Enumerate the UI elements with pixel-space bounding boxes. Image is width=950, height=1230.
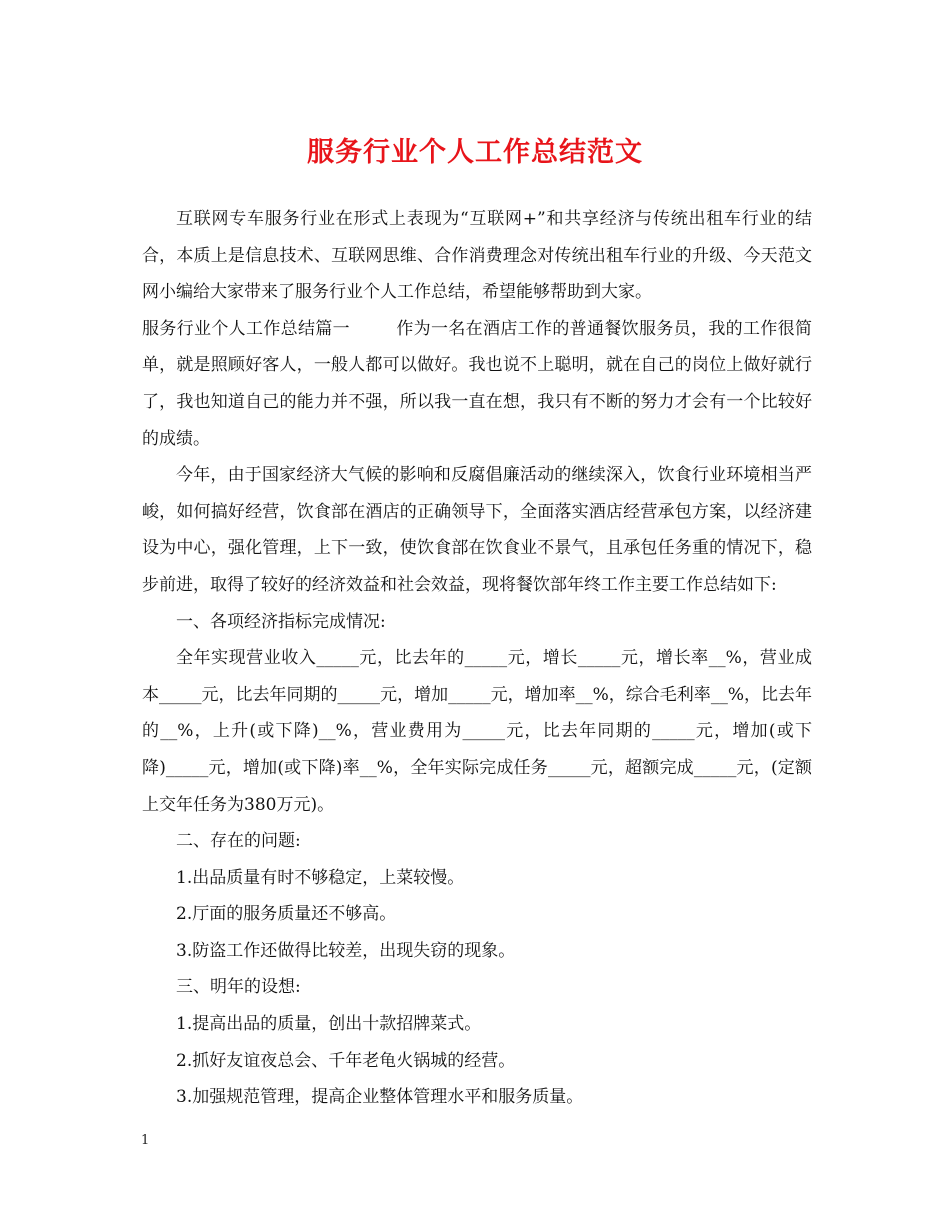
section1-text: 全年实现营业收入_____元，比去年的_____元，增长_____元，增长率__%，营业成本_____元，比去年同期的_____元，增加_____元，增加率__%，综合毛利率__%，比去年的__%，上升(或下降)__%，营业费用为_____元，比去年同期的_____元，增加(或下降)_____元，增加(或下降)率__%，全年实际完成任务_____元，超额完成_____元，(定额上交年任务为380万元)。 <box>142 648 812 815</box>
intro-paragraph: 互联网专车服务行业在形式上表现为“互联网+”和共享经济与传统出租车行业的结合，本质上是信息技术、互联网思维、合作消费理念对传统出租车行业的升级、今天范文网小编给大家带来了服务行业个人工作总结，希望能够帮助到大家。 <box>142 209 812 303</box>
document-title: 服务行业个人工作总结范文 <box>307 137 643 168</box>
section1-heading: 一、各项经济指标完成情况: <box>176 611 386 632</box>
paragraph-2: 今年，由于国家经济大气候的影响和反腐倡廉活动的继续深入，饮食行业环境相当严峻，如何搞好经营，饮食部在酒店的正确领导下，全面落实酒店经营承包方案，以经济建设为中心，强化管理，上下一致，使饮食部在饮食业不景气，且承包任务重的情况下，稳步前进，取得了较好的经济效益和社会效益，现将餐饮部年终工作主要工作总结如下: <box>142 465 812 595</box>
section2-item-3: 3.防盗工作还做得比较差，出现失窃的现象。 <box>176 940 516 961</box>
page-number: 1 <box>141 1133 150 1148</box>
part1-text: 作为一名在酒店工作的普通餐饮服务员，我的工作很简单，就是照顾好客人，一般人都可以做好。我也说不上聪明，就在自己的岗位上做好就行了，我也知道自己的能力并不强，所以我一直在想，我只有不断的努力才会有一个比较好的成绩。 <box>142 318 812 449</box>
part1-heading: 服务行业个人工作总结篇一 <box>142 318 350 339</box>
section2-item-2: 2.厅面的服务质量还不够高。 <box>176 904 397 925</box>
section3-heading: 三、明年的设想: <box>176 977 301 998</box>
section3-item-1: 1.提高出品的质量，创出十款招牌菜式。 <box>176 1014 482 1035</box>
document-body <box>142 201 812 1116</box>
section3-item-3: 3.加强规范管理，提高企业整体管理水平和服务质量。 <box>176 1087 584 1108</box>
section2-item-1: 1.出品质量有时不够稳定，上菜较慢。 <box>176 867 465 888</box>
section2-heading: 二、存在的问题: <box>176 831 301 852</box>
part1-paragraph <box>142 311 812 457</box>
section3-item-2: 2.抓好友谊夜总会、千年老龟火锅城的经营。 <box>176 1050 516 1071</box>
